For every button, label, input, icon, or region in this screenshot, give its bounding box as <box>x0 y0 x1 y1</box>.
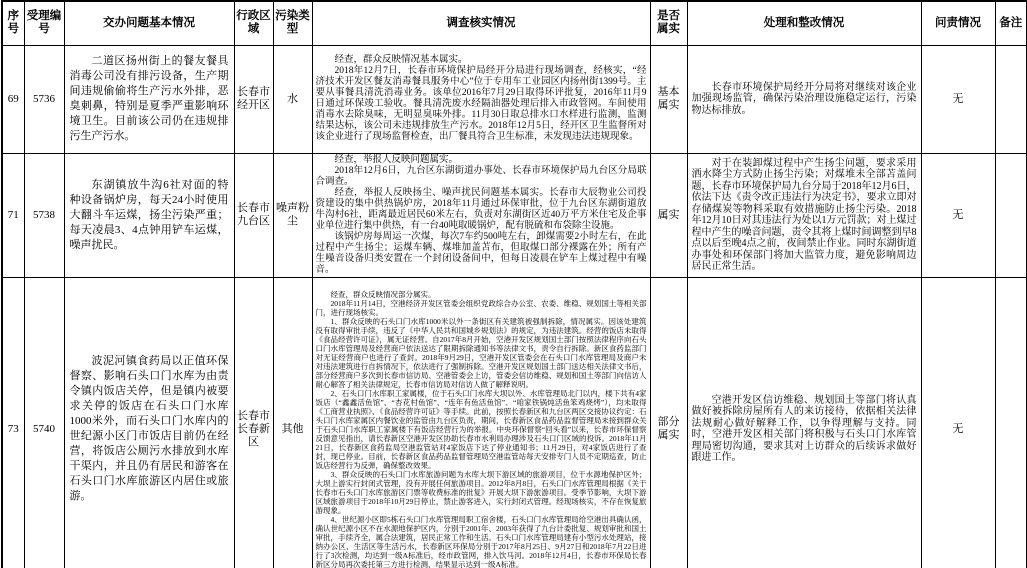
header-case-no: 受理编号 <box>24 1 64 45</box>
header-region: 行政区域 <box>234 1 273 45</box>
cell-handling: 空港开发区信访维稳、规划国土等部门将认真做好被拆除房屋所有人的来访接待，依据相关法律法规耐心做好解释工作，以争得理解与支持。同时，空港开发区相关部门将积极与石头口门水库管理局密切沟通，要求其对上访群众的后续诉求做好跟进工作。 <box>687 277 921 568</box>
cell-case-no: 5736 <box>24 45 64 153</box>
cell-pollution-type: 水 <box>273 45 312 153</box>
cell-remark <box>995 45 1027 153</box>
header-problem: 交办问题基本情况 <box>64 1 234 45</box>
cell-seq: 73 <box>2 277 24 568</box>
cell-region: 长春市长春新区 <box>234 277 273 568</box>
cell-handling: 对于在装卸煤过程中产生扬尘问题，要求采用洒水降尘方式防止扬尘污染；对煤堆未全部苫盖问题，长春市环境保护局九台分局于2018年12月6日，依法下达《责令改正违法行为决定书》，要求立即对存储煤炭等物料采取有效措施防止扬尘污染。2018年12月10日对其违法行为处以1万元罚款；对上煤过程中产生的噪音问题，责令其将上煤时间调整到早8点以后至晚4点之前，夜间禁止作业。同时东湖街道办事处和环保部门将加大监管力度，避免影响周边居民正常生活。 <box>687 153 921 277</box>
cell-problem: 东湖镇放牛沟6社对面的特种设备锅炉房，每天24小时使用大翻斗车运煤，扬尘污染严重；每天凌晨3、4点钟用铲车运煤，噪声扰民。 <box>64 153 234 277</box>
cell-problem: 二道区扬州街上的餐友餐具消毒公司没有排污设备，生产期间违规偷偷将生产污水外排，恶臭刺鼻，特别是夏季严重影响环境卫生。目前该公司仍在违规排污生产污水。 <box>64 45 234 153</box>
cell-investigation: 经查，举报人反映问题属实。 2018年12月6日，九台区东湖街道办事处、长春市环境保护局九台区分局联合调查。 经查，举报人反映扬尘、噪声扰民问题基本属实。长春市大辰物业公司投资建设的集中供热锅炉房，2018年11月通过环保审批，位于九台区东湖街道放牛沟村6社，距离最近居民60米左右，负责对东湖街区近40万平方米住宅及企事业单位进行集中供热，有一台40吨取暖锅炉，配有脱硫和布袋除尘设施。 该锅炉房每周运一次煤，每次7车约500吨左右，卸煤需要2小时左右，在此过程中产生扬尘；运煤车辆、煤堆加盖苫布，但取煤口部分裸露在外；所有产生噪音设备归类安置在一个封闭设备间中，但每日凌晨在铲车上煤过程中有噪音。 <box>312 153 650 277</box>
table-row <box>2 277 1027 568</box>
cell-case-no: 5740 <box>24 277 64 568</box>
header-row <box>2 1 1027 45</box>
cell-accountability: 无 <box>921 153 995 277</box>
table-row <box>2 45 1027 153</box>
header-seq: 序号 <box>2 1 24 45</box>
cell-verified: 属实 <box>650 153 687 277</box>
cell-remark <box>995 153 1027 277</box>
cell-remark <box>995 277 1027 568</box>
cell-verified: 部分属实 <box>650 277 687 568</box>
header-investigation: 调查核实情况 <box>312 1 650 45</box>
header-accountability: 问责情况 <box>921 1 995 45</box>
cell-seq: 69 <box>2 45 24 153</box>
header-verified: 是否属实 <box>650 1 687 45</box>
header-handling: 处理和整改情况 <box>687 1 921 45</box>
cell-investigation: 经查，群众反映情况基本属实。 2018年12月7日，长春市环境保护局经开分局进行现场调查，经核实，“经济技术开发区餐友消毒餐具服务中心”位于专用车工业园区内扬州街1399号。主要从事餐具清洗消毒业务。该单位2016年7月29日取得环评批复，2016年11月9日通过环保竣工验收。餐具清洗废水经隔油器处理后排入市政管网。车间使用消毒水去除臭味，无明显臭味外排。11月30日取总排水口水样进行监测，监测结果达标，该公司未违规排放生产污水。2018年12月5日，经开区卫生监督所对该企业进行了现场监督检查，出厂餐具符合卫生标准，未发现违法违规现象。 <box>312 45 650 153</box>
cell-accountability: 无 <box>921 277 995 568</box>
cell-accountability: 无 <box>921 45 995 153</box>
cell-verified: 基本属实 <box>650 45 687 153</box>
header-pollution-type: 污染类型 <box>273 1 312 45</box>
cell-investigation: 经查，群众反映情况部分属实。 2018年11月14日，空港经济开发区管委会组织党政综合办公室、农委、维稳、规划国土等相关部门，进行现场核实。 1、群众反映的石头口门水库1000米以外一条街区有关建筑被强制拆除，情况属实。因该处建筑没有取得审批手续，违反了《中华人民共和国城乡规划法》的规定，为违法建筑。经营的饭店未取得《食品经营许可证》，属无证经营。自2017年8月开始，空港开发区规划国土部门按照法律程序向石头口门水库管理局及经营商户依法送达了限期拆除通知书等法律文书，责令自行拆除。新区食药监部门对无证经营商户也进行了查封。2018年9月29日，空港开发区管委会在石头口门水库管理局及商户未对违法建筑进行自拆情况下，依法进行了强制拆除。空港开发区规划国土部门送达相关法律文书后，部分经营商户多次到长春市信访局、空港管委会上访，管委会信访维稳、规划和国土等部门向信访人耐心解答了相关法律规定，长春市信访局对信访人做了解释说明。 2、石头口门水库职工家属楼，位于石头口门水库大坝以外、水库管理局北门以内，楼下共有4家饭店（“鑫鑫活鱼馆”、“杏花村鱼馆”、“连年有鱼活鱼馆”、“咱家铁锅炖活鱼笨鸡烧烤”），均未取得《工商营业执照》、《食品经营许可证》等手续。此前，按照长春新区和九台区两区交接协议约定：石头口门水库家属区内餐饮业的监管由九台区负责，期间，长春新区食品药品监督管理局未接到群众关于石头口门水库职工家属楼下有饭店经营行为的举报。中央环保督察“回头看”以来，长春市环保督察反馈意见指出，请长春新区空港开发区协助长春市水利局办理涉及石头口门区域的投诉。2018年11月21日，长春新区食药监局空港监管站对4家饭店下达了停业通知书；11月29日，对4家饭店进行了查封，现已停业。目前，长春新区食品药品监督管理局空港监管站每天安排专门人员不定期巡查，防止饭店经营行为反弹，确保整改效果。 3、群众反映的石头口门水库旅游问题为水库大坝下游区域的旅游项目，位于水源地保护区外；大坝上游实行封闭式管理，没有开展任何旅游项目。2012年8月8日，石头口门水库管理局根据《关于长春市石头口门水库旅游区门票等收费标准的批复》开展大坝下游旅游项目。受季节影响，大坝下游区域旅游项目于2018年10月29日停止，禁止游客进入，实行封闭式管理。经现场核实，不存在恢复旅游现象。 4、世纪源小区即5栋石头口门水库管理局职工宿舍楼，石头口门水库管理局给空港出具确认函，确认世纪源小区不在水源地保护区内，分别于2001年、2003年获得了九台计委批复、规划审批和国土审批，手续齐全，属合法建筑，居民正常工作和生活。石头口门水库管理局建有小型污水处理站，接纳办公区、生活区等生活污水，长春新区环保局分别于2017年8月25日、9月27日和2018年7月22日进行了3次检测，均达到一级A标准后，经市政管网，排入饮马河。2018年12月4日，长春市环保局长春新区分局再次委托第三方进行检测，结果显示达到一级A标准。 <box>312 277 650 568</box>
table-row <box>2 153 1027 277</box>
cell-pollution-type: 其他 <box>273 277 312 568</box>
cell-problem: 波泥河镇食药局以正值环保督察、影响石头口门水库为由责令镇内饭店关停，但是镇内被要求关停的饭店在石头口门水库1000米外，而石头口门水库内的世纪源小区门市饭店目前仍在经营，将饭店公厕污水排放到水库干渠内，并且仍有居民和游客在石头口门水库旅游区内居住或旅游。 <box>64 277 234 568</box>
complaint-handling-table <box>1 0 1027 568</box>
cell-case-no: 5738 <box>24 153 64 277</box>
cell-region: 长春市经开区 <box>234 45 273 153</box>
cell-handling: 长春市环境保护局经开分局将对继续对该企业加强现场监管，确保污染治理设施稳定运行，污染物达标排放。 <box>687 45 921 153</box>
cell-pollution-type: 噪声粉尘 <box>273 153 312 277</box>
cell-region: 长春市九台区 <box>234 153 273 277</box>
cell-seq: 71 <box>2 153 24 277</box>
header-remark: 备注 <box>995 1 1027 45</box>
